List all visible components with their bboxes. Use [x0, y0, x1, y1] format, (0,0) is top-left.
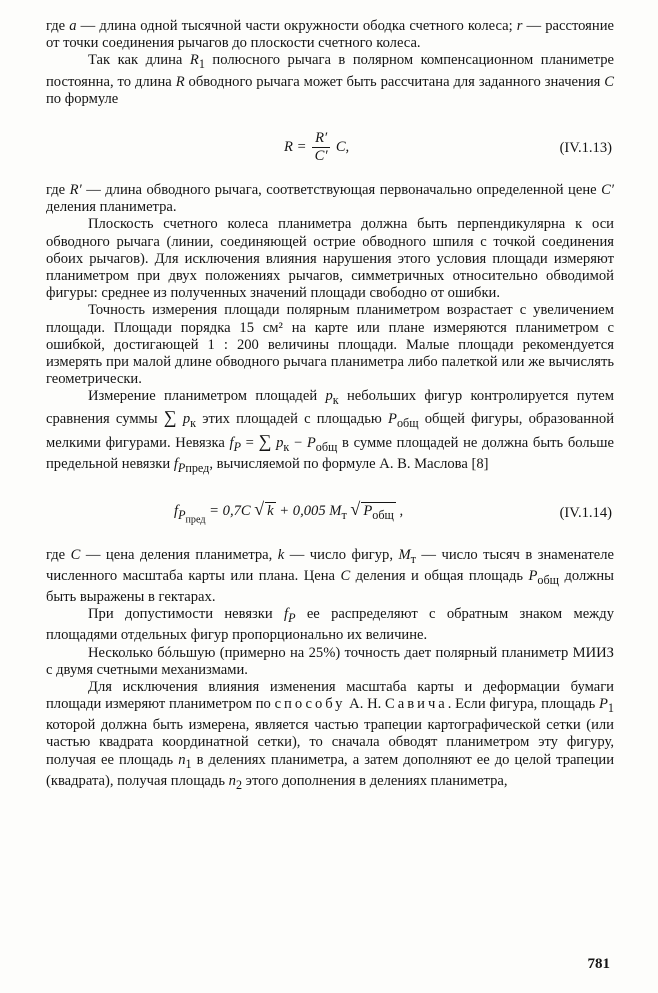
paragraph-5: Точность измерения площади полярным планиметром возрастает с увеличением площади. Площади порядка 15 см² на карте или плане измеряются планиметром с ошибкой, достигающей 1 : 200 величины площади. Малые площади рекомендуется измерять при малой длине обводного рычага планиметра либо палеткой или же вычислять геометрически.	[46, 302, 614, 388]
equation-number: (IV.1.14)	[559, 504, 612, 521]
paragraph-6: Измерение планиметром площадей $p_к$ небольших фигур контролируется путем сравнения суммы ∑ $p_к$ этих площадей с площадью $P_{общ}$ общей фигуры, образованной мелкими фигурами. Невязка $f_P$ = ∑ $p_к - P_{общ}$ в сумме площадей не должна быть больше предельной невязки $f_{Pпред}$, вычисляемой по формуле А. В. Маслова [8]	[46, 388, 615, 475]
paragraph-3: где R′ — длина обводного рычага, соответствующая первоначально определенной цене C′ деления планиметра.	[46, 181, 615, 216]
paragraph-8: При допустимости невязки $f_P$ ее распределяют с обратным знаком между площадями отдельных фигур пропорционально их величине.	[46, 606, 614, 644]
formula-expression: R = $\frac{R'}{C'}$ C,	[284, 129, 350, 164]
paragraph-10: Для исключения влияния изменения масштаба карты и деформации бумаги площади измеряют планиметром по способу А. Н. Савича. Если фигура, площадь $P_1$ которой должна быть измерена, является частью трапеции картографической сетки (или частью квадрата координатной сетки), то сначала обводят планиметром эту фигуру, получая ее площадь $n_1$ в делениях планиметра, а затем дополняют ее до целой трапеции (квадрата), получая площадь $n_2$ этого дополнения в делениях планиметра,	[46, 678, 615, 792]
formula-expression: $f_{P_{пред}} = 0,7C$ √ k + 0,005 $M_т$ √ $P_{общ}$ ,	[174, 498, 404, 526]
formula-iv-1-14	[46, 487, 614, 539]
equation-number: (IV.1.13)	[559, 139, 612, 156]
paragraph-9: Несколько бóльшую (примерно на 25%) точность дает полярный планиметр МИИЗ с двумя счетными механизмами.	[46, 644, 614, 678]
paragraph-7: где C — цена деления планиметра, k — число фигур, $M_т$ — число тысяч в знаменателе численного масштаба карты или плана. Цена C деления и общая площадь $P_{общ}$ должны быть выражены в гектарах.	[46, 546, 614, 606]
paragraph-1: где a — длина одной тысячной части окружности ободка счетного колеса; r — расстояние от точки соединения рычагов до плоскости счетного колеса.	[46, 18, 614, 52]
text-column	[46, 18, 614, 794]
paragraph-4: Плоскость счетного колеса планиметра должна быть перпендикулярна к оси обводного рычага (линии, соединяющей острие обводного шпиля с точкой соединения обоих рычагов). Для исключения влияния нарушения этого условия площади измеряют планиметром при двух положениях рычагов, симметричных относительно обводимой фигуры: среднее из полученных значений площади свободно от ошибки.	[46, 216, 614, 302]
formula-iv-1-13	[46, 116, 614, 176]
paragraph-2: Так как длина $R_1$ полюсного рычага в полярном компенсационном планиметре постоянна, то длина R обводного рычага может быть рассчитана для заданного значения C по формуле	[46, 52, 615, 107]
page-number: 781	[587, 956, 610, 972]
